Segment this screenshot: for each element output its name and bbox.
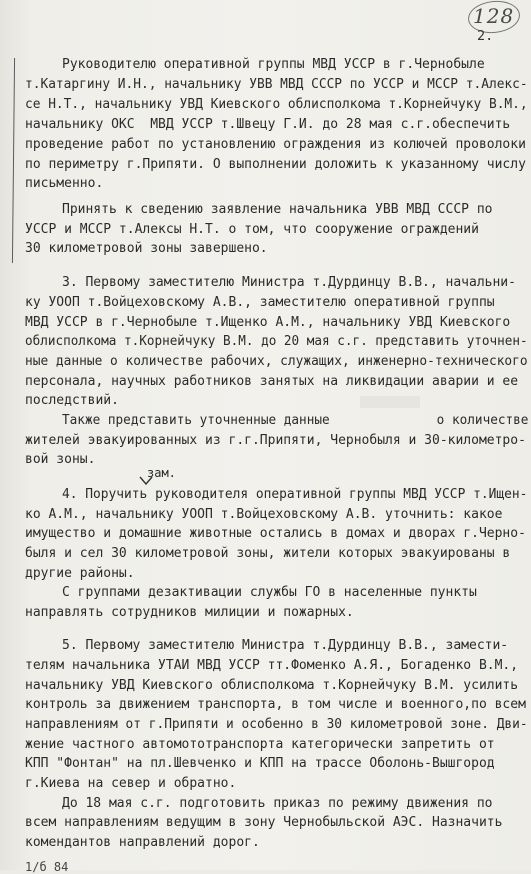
text-line: другие районы.: [25, 566, 135, 581]
text-line: направлять сотрудников милиции и пожарных.: [25, 605, 354, 620]
insertion-caret-icon: [139, 476, 153, 485]
text-line: 5. Первому заместителю Министра т.Дурдинцу В.В., замести-: [62, 638, 509, 653]
text-line: персонала, научных работников занятых на ликвидации аварии и ее: [25, 374, 519, 389]
text-line: облисполкома т.Корнейчуку В.М. до 20 мая с.г. представить уточнен-: [25, 334, 528, 349]
text-line: 3. Первому заместителю Министра т.Дурдинцу В.В., начальни-: [62, 275, 516, 290]
footer-mark: 1/б 84: [25, 860, 69, 874]
text-line: жение частного автомототранспорта категорически запретить от: [25, 737, 495, 752]
text-line: телям начальника УТАИ МВД УССР тт.Фоменко А.Я., Богаденко В.М.,: [25, 658, 519, 673]
text-line: УССР и МССР т.Алексы Н.Т. о том, что сооружение ограждений: [25, 222, 479, 237]
text-line: имущество и домашние животные остались в домах и дворах г.Черно-: [25, 526, 526, 541]
text-line: быля и сел 30 километровой зоны, жители которых эвакуированы в: [25, 546, 511, 561]
text-line: ные данные о количестве рабочих, служащих, инженерно-технического: [25, 354, 528, 369]
text-line: се Н.Т., начальнику УВД Киевского облисполкома т.Корнейчуку В.М.,: [25, 97, 528, 112]
text-line: всем направлениям ведущим в зону Чернобыльской АЭС. Назначить: [25, 815, 503, 830]
text-line: письменно.: [25, 176, 104, 191]
page-number: 2.: [477, 28, 494, 44]
text-line: т.Катаргину И.Н., начальнику УВВ МВД СССР по УССР и МССР т.Алекс-: [25, 77, 528, 92]
text-line: Руководителю оперативной группы МВД УССР в г.Чернобыле: [62, 57, 485, 72]
text-line: последствий.: [25, 393, 119, 408]
text-line: МВД УССР в г.Чернобыле т.Ищенко А.М., начальнику УВД Киевского: [25, 315, 511, 330]
handwritten-insertion: зам.: [147, 466, 176, 480]
text-line: ку УООП т.Войцеховскому А.В., заместителю оперативной группы: [25, 295, 495, 310]
text-line: Также представить уточненные данные о количестве: [62, 413, 529, 428]
text-line: Принять к сведению заявление начальника УВВ МВД СССР по: [62, 202, 493, 217]
erased-text-area: [360, 396, 420, 408]
text-line: жителей эвакуированных из г.г.Припяти, Чернобыля и 30-километро-: [25, 433, 526, 448]
text-line: направлениям от г.Припяти и особенно в 30 километровой зоне. Дви-: [25, 717, 528, 732]
folio-number: 128: [473, 4, 515, 28]
margin-mark-line: [12, 58, 16, 263]
text-line: 4. Поручить руководителя оперативной группы МВД УССР т.Ищен-: [62, 487, 528, 502]
text-line: г.Киева на север и обратно.: [25, 776, 237, 791]
text-line: ко А.М., начальнику УООП т.Войцеховскому А.В. уточнить: какое: [25, 507, 503, 522]
text-line: начальнику ОКС МВД УССР т.Швецу Г.И. до 28 мая с.г.обеспечить: [25, 117, 511, 132]
text-line: начальнику УВД Киевского облисполкома т.Корнейчуку В.М. усилить: [25, 678, 519, 693]
text-line: комендантов направлений дорог.: [25, 835, 260, 850]
text-line: КПП "Фонтан" на пл.Шевченко и КПП на трассе Оболонь-Вышгород: [25, 756, 495, 771]
text-line: по периметру г.Припяти. О выполнении доложить к указанному числу: [25, 157, 526, 172]
text-line: проведение работ по установлению ограждения из колючей проволоки: [25, 137, 526, 152]
text-line: вой зоны.: [25, 452, 96, 467]
text-line: До 18 мая с.г. подготовить приказ по режиму движения по: [62, 796, 493, 811]
text-line: С группами дезактивации службы ГО в населенные пункты: [62, 585, 477, 600]
text-line: 30 километровой зоны завершено.: [25, 241, 268, 256]
text-line: контроль за движением транспорта, в том числе и военного,по всем: [25, 697, 526, 712]
